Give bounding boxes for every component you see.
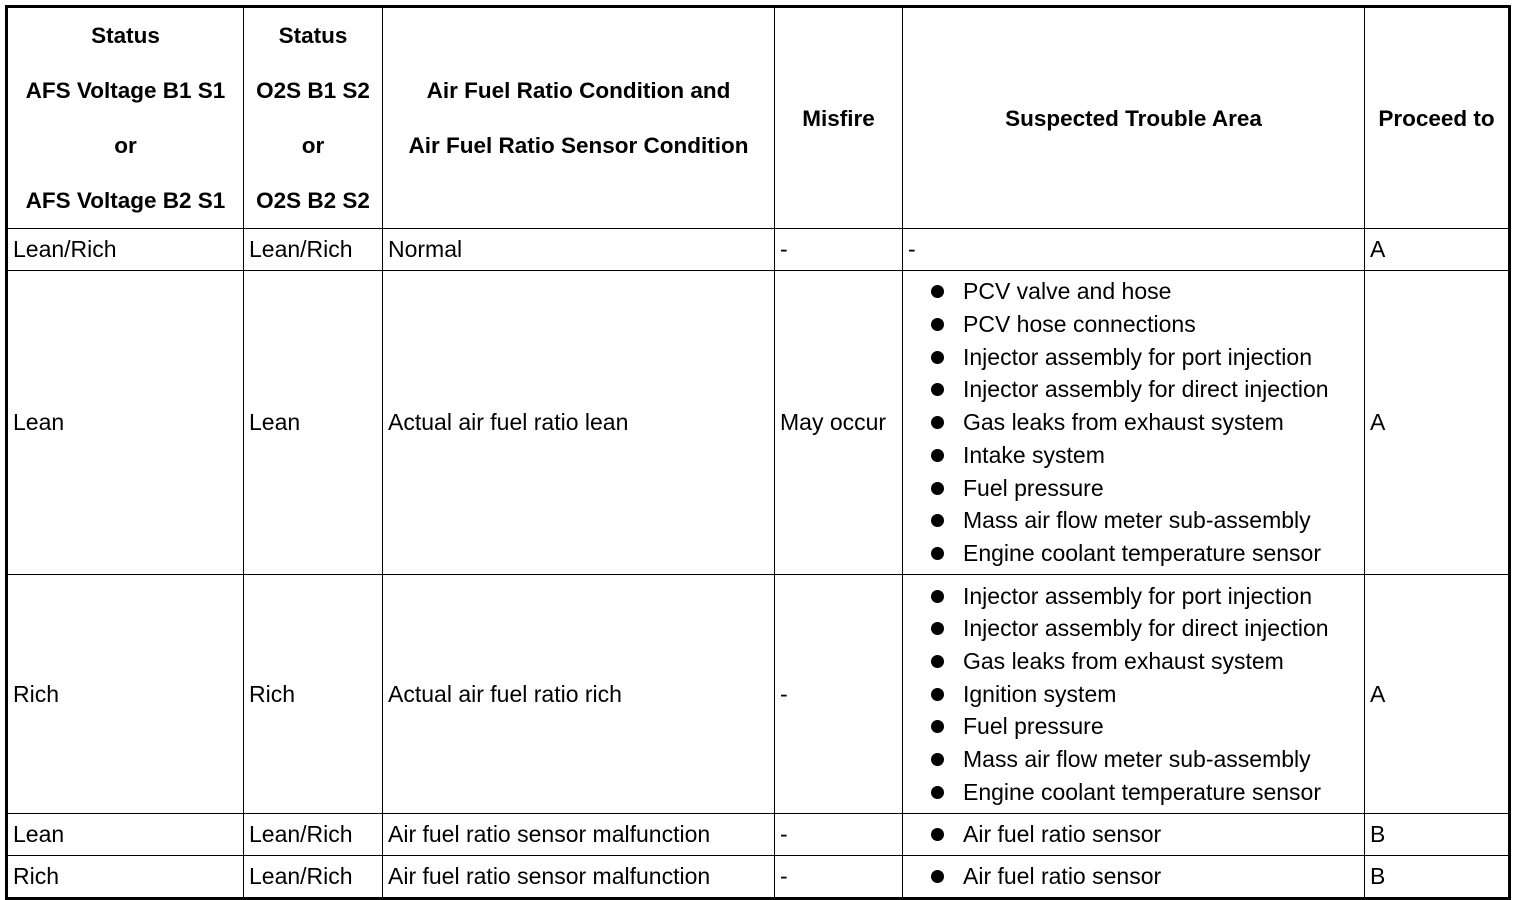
trouble-cell (903, 856, 1365, 899)
header-text: Air Fuel Ratio Condition and (426, 78, 731, 103)
misfire-cell: - (775, 856, 903, 899)
trouble-list (908, 818, 1359, 851)
o2s-cell: Lean/Rich (244, 856, 383, 899)
list-item: Injector assembly for port injection (928, 341, 1359, 374)
afs-cell: Lean (7, 814, 244, 856)
o2s-cell: Rich (244, 575, 383, 814)
proceed-cell: A (1365, 271, 1510, 575)
misfire-cell: - (775, 229, 903, 271)
list-item: Injector assembly for direct injection (928, 373, 1359, 406)
o2s-cell: Lean/Rich (244, 814, 383, 856)
header-proceed: Proceed to (1365, 7, 1510, 229)
table-row (7, 814, 1510, 856)
header-text: AFS Voltage B1 S1 (25, 78, 226, 103)
misfire-cell: May occur (775, 271, 903, 575)
condition-cell: Air fuel ratio sensor malfunction (383, 856, 775, 899)
afs-cell: Rich (7, 575, 244, 814)
table-row (7, 856, 1510, 899)
header-condition (383, 7, 775, 229)
header-text: Air Fuel Ratio Sensor Condition (408, 133, 749, 158)
table-row (7, 575, 1510, 814)
afs-cell: Lean/Rich (7, 229, 244, 271)
trouble-list (908, 275, 1359, 569)
proceed-cell: B (1365, 814, 1510, 856)
list-item: Air fuel ratio sensor (928, 818, 1359, 851)
proceed-cell: B (1365, 856, 1510, 899)
list-item: Ignition system (928, 678, 1359, 711)
header-text: AFS Voltage B2 S1 (25, 188, 226, 213)
list-item: PCV hose connections (928, 308, 1359, 341)
list-item: Air fuel ratio sensor (928, 860, 1359, 893)
header-afs-voltage (7, 7, 244, 229)
list-item: Gas leaks from exhaust system (928, 645, 1359, 678)
list-item: Mass air flow meter sub-assembly (928, 743, 1359, 776)
list-item: Fuel pressure (928, 710, 1359, 743)
trouble-cell: - (903, 229, 1365, 271)
list-item: Engine coolant temperature sensor (928, 537, 1359, 570)
header-text: O2S B1 S2 (256, 78, 370, 103)
list-item: PCV valve and hose (928, 275, 1359, 308)
proceed-cell: A (1365, 575, 1510, 814)
table-row (7, 271, 1510, 575)
list-item: Fuel pressure (928, 472, 1359, 505)
list-item: Gas leaks from exhaust system (928, 406, 1359, 439)
trouble-cell (903, 814, 1365, 856)
trouble-cell (903, 271, 1365, 575)
header-text: or (301, 133, 325, 158)
condition-cell: Actual air fuel ratio lean (383, 271, 775, 575)
header-text: or (114, 133, 137, 158)
trouble-cell (903, 575, 1365, 814)
list-item: Intake system (928, 439, 1359, 472)
trouble-list (908, 580, 1359, 809)
misfire-cell: - (775, 814, 903, 856)
list-item: Mass air flow meter sub-assembly (928, 504, 1359, 537)
header-row (7, 7, 1510, 229)
condition-cell: Actual air fuel ratio rich (383, 575, 775, 814)
header-trouble-area: Suspected Trouble Area (903, 7, 1365, 229)
list-item: Engine coolant temperature sensor (928, 776, 1359, 809)
header-misfire: Misfire (775, 7, 903, 229)
o2s-cell: Lean (244, 271, 383, 575)
list-item: Injector assembly for port injection (928, 580, 1359, 613)
misfire-cell: - (775, 575, 903, 814)
header-text: O2S B2 S2 (256, 188, 370, 213)
condition-cell: Air fuel ratio sensor malfunction (383, 814, 775, 856)
list-item: Injector assembly for direct injection (928, 612, 1359, 645)
trouble-list (908, 860, 1359, 893)
header-o2s (244, 7, 383, 229)
header-text: Status (91, 23, 160, 48)
condition-cell: Normal (383, 229, 775, 271)
table-row (7, 229, 1510, 271)
header-text: Status (278, 23, 348, 48)
proceed-cell: A (1365, 229, 1510, 271)
o2s-cell: Lean/Rich (244, 229, 383, 271)
afs-cell: Lean (7, 271, 244, 575)
diagnostic-table (5, 5, 1511, 900)
afs-cell: Rich (7, 856, 244, 899)
